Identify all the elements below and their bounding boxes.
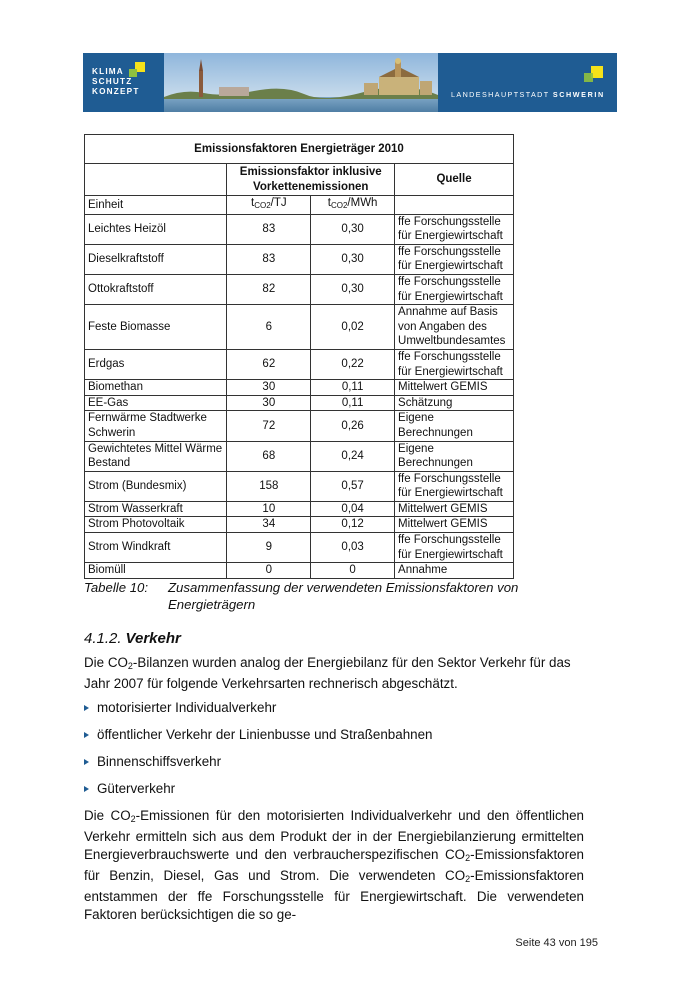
row-carrier: Strom (Bundesmix) bbox=[85, 471, 227, 501]
row-carrier: Strom Wasserkraft bbox=[85, 501, 227, 517]
row-carrier: Biomüll bbox=[85, 563, 227, 579]
row-source: Eigene Berechnungen bbox=[395, 411, 514, 441]
row-carrier: Feste Biomasse bbox=[85, 305, 227, 350]
row-value-mwh: 0,24 bbox=[311, 441, 395, 471]
caption-text: Zusammenfassung der verwendeten Emissionsfaktoren von Energieträgern bbox=[168, 580, 519, 612]
row-value-mwh: 0,11 bbox=[311, 380, 395, 396]
row-value-mwh: 0,30 bbox=[311, 244, 395, 274]
list-item: Binnenschiffsverkehr bbox=[84, 753, 221, 771]
row-value-tj: 9 bbox=[227, 533, 311, 563]
row-carrier: Leichtes Heizöl bbox=[85, 214, 227, 244]
bullet-arrow-icon bbox=[84, 759, 89, 765]
table-row bbox=[85, 471, 514, 501]
header-banner bbox=[83, 53, 617, 112]
bullet-arrow-icon bbox=[84, 786, 89, 792]
row-value-tj: 158 bbox=[227, 471, 311, 501]
table-row bbox=[85, 411, 514, 441]
row-value-mwh: 0,22 bbox=[311, 349, 395, 379]
brand-line-2: SCHUTZ bbox=[92, 77, 133, 86]
city-name: SCHWERIN bbox=[552, 90, 605, 99]
klimaschutz-logo bbox=[83, 53, 164, 112]
brand-line-1: KLIMA bbox=[92, 67, 124, 76]
intro-paragraph: Die CO2-Bilanzen wurden analog der Energiebilanz für den Sektor Verkehr für das Jahr 2007 für folgende Verkehrsarten rechnerisch abgeschätzt. bbox=[84, 655, 571, 691]
row-value-mwh: 0,12 bbox=[311, 517, 395, 533]
row-carrier: Fernwärme Stadtwerke Schwerin bbox=[85, 411, 227, 441]
table-row bbox=[85, 441, 514, 471]
row-source: Mittelwert GEMIS bbox=[395, 501, 514, 517]
row-source: ffe Forschungsstelle für Energiewirtschaft bbox=[395, 244, 514, 274]
row-source: ffe Forschungsstelle für Energiewirtschaft bbox=[395, 533, 514, 563]
row-value-mwh: 0,30 bbox=[311, 214, 395, 244]
emission-factors-table bbox=[84, 134, 514, 579]
row-carrier: Strom Photovoltaik bbox=[85, 517, 227, 533]
row-source: Mittelwert GEMIS bbox=[395, 380, 514, 396]
bullet-arrow-icon bbox=[84, 732, 89, 738]
table-row bbox=[85, 214, 514, 244]
list-item: öffentlicher Verkehr der Linienbusse und Straßenbahnen bbox=[84, 726, 433, 744]
section-title: Verkehr bbox=[125, 630, 181, 647]
row-value-tj: 10 bbox=[227, 501, 311, 517]
row-carrier: Dieselkraftstoff bbox=[85, 244, 227, 274]
table-row bbox=[85, 563, 514, 579]
row-value-mwh: 0,11 bbox=[311, 395, 395, 411]
row-value-mwh: 0 bbox=[311, 563, 395, 579]
city-green-square bbox=[584, 73, 593, 82]
table-row bbox=[85, 274, 514, 304]
row-value-mwh: 0,04 bbox=[311, 501, 395, 517]
list-item: Güterverkehr bbox=[84, 780, 175, 798]
table-row bbox=[85, 501, 514, 517]
row-value-tj: 34 bbox=[227, 517, 311, 533]
row-value-tj: 83 bbox=[227, 244, 311, 274]
city-prefix: LANDESHAUPTSTADT bbox=[451, 90, 550, 99]
page-number: Seite 43 von 195 bbox=[515, 937, 598, 949]
row-value-tj: 72 bbox=[227, 411, 311, 441]
row-carrier: Strom Windkraft bbox=[85, 533, 227, 563]
row-value-mwh: 0,57 bbox=[311, 471, 395, 501]
header-empty-cell bbox=[85, 164, 227, 196]
row-value-tj: 82 bbox=[227, 274, 311, 304]
row-source: ffe Forschungsstelle für Energiewirtschaft bbox=[395, 471, 514, 501]
row-source: Eigene Berechnungen bbox=[395, 441, 514, 471]
header-source: Quelle bbox=[395, 164, 514, 196]
row-carrier: Gewichtetes Mittel Wärme Bestand bbox=[85, 441, 227, 471]
row-source: Annahme bbox=[395, 563, 514, 579]
header-factor: Emissionsfaktor inklusive Vorkettenemissionen bbox=[227, 164, 395, 196]
row-carrier: Biomethan bbox=[85, 380, 227, 396]
row-value-tj: 68 bbox=[227, 441, 311, 471]
body-paragraph: Die CO2-Emissionen für den motorisierten Individualverkehr und den öffentlichen Verkehr ermitteln sich aus dem Produkt der in der Energiebilanzierung ermittelten Energieverbrauchswerte und den verbraucherspezifischen CO2-Emissionsfaktoren für Benzin, Diesel, Gas und Strom. Die verwendeten CO2-Emissionsfaktoren entstammen der ffe Forschungsstelle für Energiewirtschaft. Die verwendeten Faktoren berücksichtigen die so ge- bbox=[84, 808, 584, 922]
table-row bbox=[85, 517, 514, 533]
row-value-tj: 83 bbox=[227, 214, 311, 244]
row-value-mwh: 0,02 bbox=[311, 305, 395, 350]
row-value-tj: 30 bbox=[227, 380, 311, 396]
bullet-arrow-icon bbox=[84, 705, 89, 711]
table-row bbox=[85, 305, 514, 350]
row-carrier: EE-Gas bbox=[85, 395, 227, 411]
unit-mwh: $t_{CO2}$/MWh bbox=[311, 196, 395, 215]
row-value-mwh: 0,26 bbox=[311, 411, 395, 441]
row-source: Annahme auf Basis von Angaben des Umweltbundesamtes bbox=[395, 305, 514, 350]
row-value-tj: 0 bbox=[227, 563, 311, 579]
row-source: Mittelwert GEMIS bbox=[395, 517, 514, 533]
table-row bbox=[85, 533, 514, 563]
row-source: Schätzung bbox=[395, 395, 514, 411]
unit-tj: $t_{CO2}/TJ$ bbox=[227, 196, 311, 215]
table-row bbox=[85, 395, 514, 411]
schwerin-photo bbox=[164, 53, 438, 112]
caption-label: Tabelle 10: bbox=[84, 580, 149, 595]
row-value-tj: 62 bbox=[227, 349, 311, 379]
city-badge bbox=[438, 53, 617, 112]
section-number: 4.1.2. bbox=[84, 630, 122, 647]
row-source: ffe Forschungsstelle für Energiewirtschaft bbox=[395, 214, 514, 244]
table-row bbox=[85, 244, 514, 274]
section-heading bbox=[84, 630, 181, 647]
brand-line-3: KONZEPT bbox=[92, 87, 140, 96]
row-value-tj: 6 bbox=[227, 305, 311, 350]
row-value-mwh: 0,03 bbox=[311, 533, 395, 563]
list-item: motorisierter Individualverkehr bbox=[84, 699, 276, 717]
row-carrier: Erdgas bbox=[85, 349, 227, 379]
row-source: ffe Forschungsstelle für Energiewirtschaft bbox=[395, 274, 514, 304]
table-row bbox=[85, 349, 514, 379]
table-title: Emissionsfaktoren Energieträger 2010 bbox=[85, 135, 514, 164]
row-value-mwh: 0,30 bbox=[311, 274, 395, 304]
unit-source-empty bbox=[395, 196, 514, 215]
row-carrier: Ottokraftstoff bbox=[85, 274, 227, 304]
table-row bbox=[85, 380, 514, 396]
row-value-tj: 30 bbox=[227, 395, 311, 411]
unit-label: Einheit bbox=[85, 196, 227, 215]
row-source: ffe Forschungsstelle für Energiewirtschaft bbox=[395, 349, 514, 379]
